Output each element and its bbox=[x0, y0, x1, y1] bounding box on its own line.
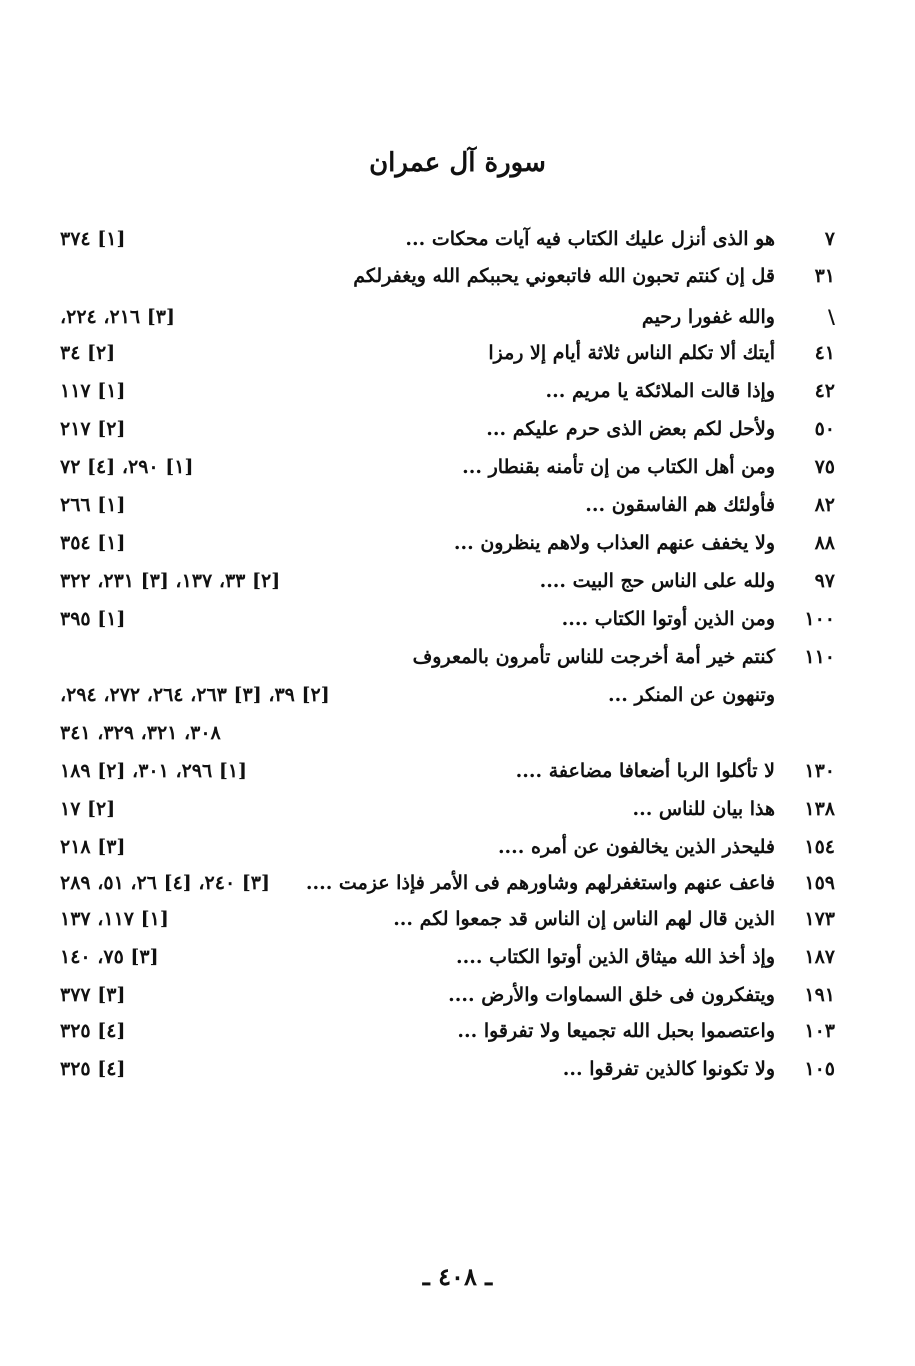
list-item bbox=[60, 608, 835, 640]
reference-list: [١] ١١٧ bbox=[60, 380, 126, 402]
list-item bbox=[60, 532, 835, 564]
page-title: سورة آل عمران bbox=[369, 148, 546, 178]
reference-list: [٢] ٣٤ bbox=[60, 342, 116, 364]
list-item bbox=[60, 836, 835, 868]
verse-text: ومن أهل الكتاب من إن تأمنه بقنطار ... bbox=[462, 456, 775, 478]
verse-text: الذين قال لهم الناس إن الناس قد جمعوا لكم ... bbox=[393, 908, 775, 930]
list-item bbox=[60, 722, 835, 754]
verse-text: أيتك ألا تكلم الناس ثلاثة أيام إلا رمزا bbox=[488, 342, 775, 364]
list-item bbox=[60, 1058, 835, 1090]
verse-number: ٨٢ bbox=[814, 494, 835, 516]
verse-text: وإذا قالت الملائكة يا مريم ... bbox=[545, 380, 775, 402]
reference-list: [٤] ٣٢٥ bbox=[60, 1020, 126, 1042]
reference-list: [٣] ٣٧٧ bbox=[60, 984, 126, 1006]
verse-text: كنتم خير أمة أخرجت للناس تأمرون بالمعروف bbox=[412, 646, 775, 668]
verse-number: ١١٠ bbox=[804, 646, 835, 668]
list-item bbox=[60, 908, 835, 940]
reference-list: [٣] ٢١٨ bbox=[60, 836, 126, 858]
list-item bbox=[60, 228, 835, 260]
reference-list: [١] ٢٦٦ bbox=[60, 494, 126, 516]
verse-text: فأولئك هم الفاسقون ... bbox=[585, 494, 775, 516]
list-item bbox=[60, 456, 835, 488]
list-item bbox=[60, 342, 835, 374]
reference-list: [١] ٣٥٤ bbox=[60, 532, 126, 554]
verse-number: ١٠٠ bbox=[804, 608, 835, 630]
verse-text: ولله على الناس حج البيت .... bbox=[539, 570, 775, 592]
verse-number: ١٠٥ bbox=[804, 1058, 835, 1080]
reference-list: [١] ٢٩٠، [٤] ٧٢ bbox=[60, 456, 194, 478]
verse-text: قل إن كنتم تحبون الله فاتبعوني يحببكم الله ويغفرلكم bbox=[353, 265, 775, 287]
reference-list: [٢] ٣٣، ١٣٧، [٣] ٢٣١، ٣٢٢ bbox=[60, 570, 281, 592]
verse-text: ويتفكرون فى خلق السماوات والأرض .... bbox=[448, 984, 775, 1006]
reference-list: [٣] ٧٥، ١٤٠ bbox=[60, 946, 159, 968]
verse-number: \ bbox=[828, 306, 835, 328]
reference-list: [١] ١١٧، ١٣٧ bbox=[60, 908, 169, 930]
verse-text: هذا بيان للناس ... bbox=[632, 798, 775, 820]
reference-list: [٣] ٢٤٠، [٤] ٢٦، ٥١، ٢٨٩ bbox=[60, 872, 270, 894]
reference-list: [١] ٣٩٥ bbox=[60, 608, 126, 630]
verse-number: ٨٨ bbox=[814, 532, 835, 554]
list-item bbox=[60, 798, 835, 830]
list-item bbox=[60, 684, 835, 716]
list-item bbox=[60, 760, 835, 792]
reference-list: [١] ٣٧٤ bbox=[60, 228, 126, 250]
page-number: ـ ٤٠٨ ـ bbox=[422, 1262, 493, 1291]
list-item bbox=[60, 646, 835, 678]
verse-number: ٧ bbox=[824, 228, 835, 250]
verse-text: ومن الذين أوتوا الكتاب .... bbox=[561, 608, 775, 630]
verse-number: ١٥٤ bbox=[804, 836, 835, 858]
verse-number: ٩٧ bbox=[814, 570, 835, 592]
verse-text: ولا تكونوا كالذين تفرقوا ... bbox=[562, 1058, 775, 1080]
list-item bbox=[60, 1020, 835, 1052]
list-item bbox=[60, 306, 835, 338]
reference-list: [٢] ٢١٧ bbox=[60, 418, 126, 440]
verse-number: ١٧٣ bbox=[804, 908, 835, 930]
reference-list: [٢] ٣٩، [٣] ٢٦٣، ٢٦٤، ٢٧٢، ٢٩٤، bbox=[60, 684, 330, 706]
verse-number: ١٠٣ bbox=[804, 1020, 835, 1042]
verse-number: ٥٠ bbox=[814, 418, 835, 440]
verse-text: وتنهون عن المنكر ... bbox=[608, 684, 775, 706]
verse-number: ١٥٩ bbox=[804, 872, 835, 894]
list-item bbox=[60, 380, 835, 412]
verse-text: واعتصموا بحبل الله تجميعا ولا تفرقوا ... bbox=[457, 1020, 775, 1042]
verse-number: ٧٥ bbox=[814, 456, 835, 478]
verse-text: لا تأكلوا الربا أضعافا مضاعفة .... bbox=[515, 760, 775, 782]
verse-number: ٤١ bbox=[814, 342, 835, 364]
reference-list: [٢] ١٧ bbox=[60, 798, 116, 820]
verse-text: وإذ أخذ الله ميثاق الذين أوتوا الكتاب .... bbox=[456, 946, 775, 968]
verse-number: ١٩١ bbox=[804, 984, 835, 1006]
reference-list: [٣] ٢١٦، ٢٢٤، bbox=[60, 306, 175, 328]
verse-text: ولا يخفف عنهم العذاب ولاهم ينظرون ... bbox=[453, 532, 775, 554]
verse-number: ١٣٠ bbox=[804, 760, 835, 782]
verse-number: ٤٢ bbox=[814, 380, 835, 402]
verse-text: هو الذى أنزل عليك الكتاب فيه آيات محكات ... bbox=[405, 228, 775, 250]
list-item bbox=[60, 570, 835, 602]
verse-number: ١٣٨ bbox=[804, 798, 835, 820]
list-item bbox=[60, 946, 835, 978]
verse-text: فاعف عنهم واستغفرلهم وشاورهم فى الأمر فإذا عزمت .... bbox=[305, 872, 775, 894]
list-item bbox=[60, 984, 835, 1016]
list-item bbox=[60, 872, 835, 904]
list-item bbox=[60, 418, 835, 450]
list-item bbox=[60, 265, 835, 297]
verse-text: فليحذر الذين يخالفون عن أمره .... bbox=[497, 836, 775, 858]
verse-text: والله غفورا رحيم bbox=[641, 306, 775, 328]
reference-list: [١] ٢٩٦، ٣٠١، [٢] ١٨٩ bbox=[60, 760, 248, 782]
verse-text: ولأحل لكم بعض الذى حرم عليكم ... bbox=[486, 418, 775, 440]
verse-number: ١٨٧ bbox=[804, 946, 835, 968]
reference-list: ٣٠٨، ٣٢١، ٣٢٩، ٣٤١ bbox=[60, 722, 221, 744]
verse-number: ٣١ bbox=[814, 265, 835, 287]
list-item bbox=[60, 494, 835, 526]
reference-list: [٤] ٣٢٥ bbox=[60, 1058, 126, 1080]
